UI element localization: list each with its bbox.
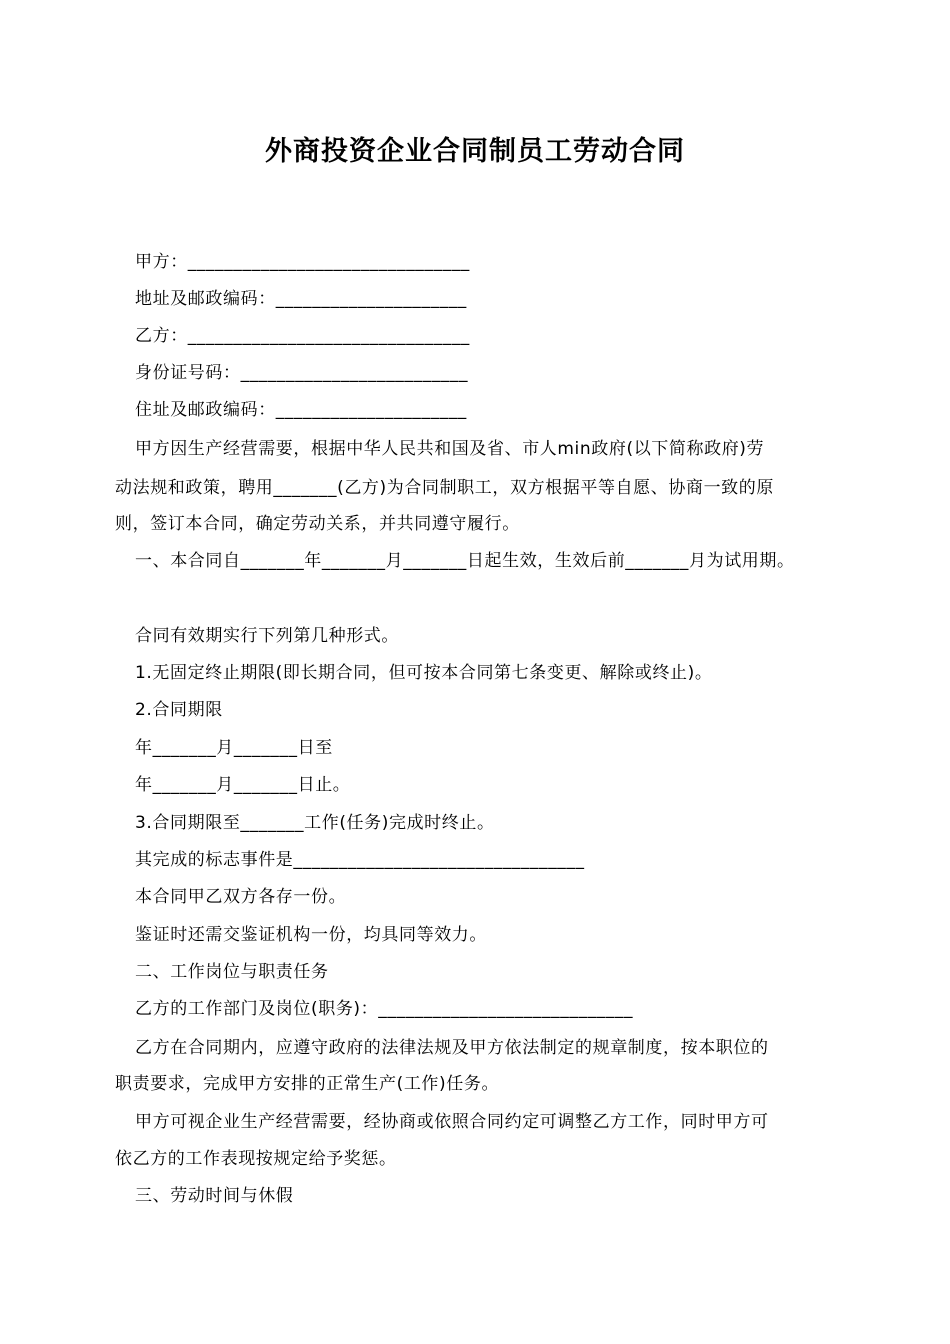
- term-option-3: 3.合同期限至_______工作(任务)完成时终止。: [135, 813, 495, 833]
- document-title: 外商投资企业合同制员工劳动合同: [265, 136, 685, 167]
- completion-event-field: 其完成的标志事件是________________________________: [135, 850, 585, 870]
- preamble-line-1: 甲方因生产经营需要，根据中华人民共和国及省、市人min政府(以下简称政府)劳: [135, 439, 765, 459]
- adjustment-line-1: 甲方可视企业生产经营需要，经协商或依照合同约定可调整乙方工作，同时甲方可: [135, 1112, 769, 1132]
- duties-line-1: 乙方在合同期内，应遵守政府的法律法规及甲方依法制定的规章制度，按本职位的: [135, 1038, 769, 1058]
- adjustment-line-2: 依乙方的工作表现按规定给予奖惩。: [115, 1149, 397, 1169]
- copies-note: 本合同甲乙双方各存一份。: [135, 887, 347, 907]
- section-3-heading: 三、劳动时间与休假: [135, 1186, 294, 1206]
- term-option-1: 1.无固定终止期限(即长期合同，但可按本合同第七条变更、解除或终止)。: [135, 663, 713, 683]
- party-a-field: 甲方：_______________________________: [135, 252, 470, 272]
- duties-line-2: 职责要求，完成甲方安排的正常生产(工作)任务。: [115, 1074, 500, 1094]
- party-b-address-field: 住址及邮政编码：_____________________: [135, 400, 467, 420]
- section-2-heading: 二、工作岗位与职责任务: [135, 962, 329, 982]
- id-number-field: 身份证号码：_________________________: [135, 363, 469, 383]
- party-a-address-field: 地址及邮政编码：_____________________: [135, 289, 467, 309]
- party-b-field: 乙方：_______________________________: [135, 326, 470, 346]
- term-form-intro: 合同有效期实行下列第几种形式。: [135, 626, 399, 646]
- preamble-line-3: 则，签订本合同，确定劳动关系，并共同遵守履行。: [115, 514, 520, 534]
- term-end-date: 年_______月_______日止。: [135, 775, 351, 795]
- clause-1-effective-date: 一、本合同自_______年_______月_______日起生效，生效后前_______月为试用期。: [135, 551, 795, 571]
- department-position-field: 乙方的工作部门及岗位(职务)：____________________________: [135, 999, 634, 1019]
- preamble-line-2: 动法规和政策，聘用_______(乙方)为合同制职工，双方根据平等自愿、协商一致的原: [115, 478, 774, 498]
- term-start-date: 年_______月_______日至: [135, 738, 333, 758]
- notarization-note: 鉴证时还需交鉴证机构一份，均具同等效力。: [135, 925, 487, 945]
- term-option-2: 2.合同期限: [135, 700, 223, 720]
